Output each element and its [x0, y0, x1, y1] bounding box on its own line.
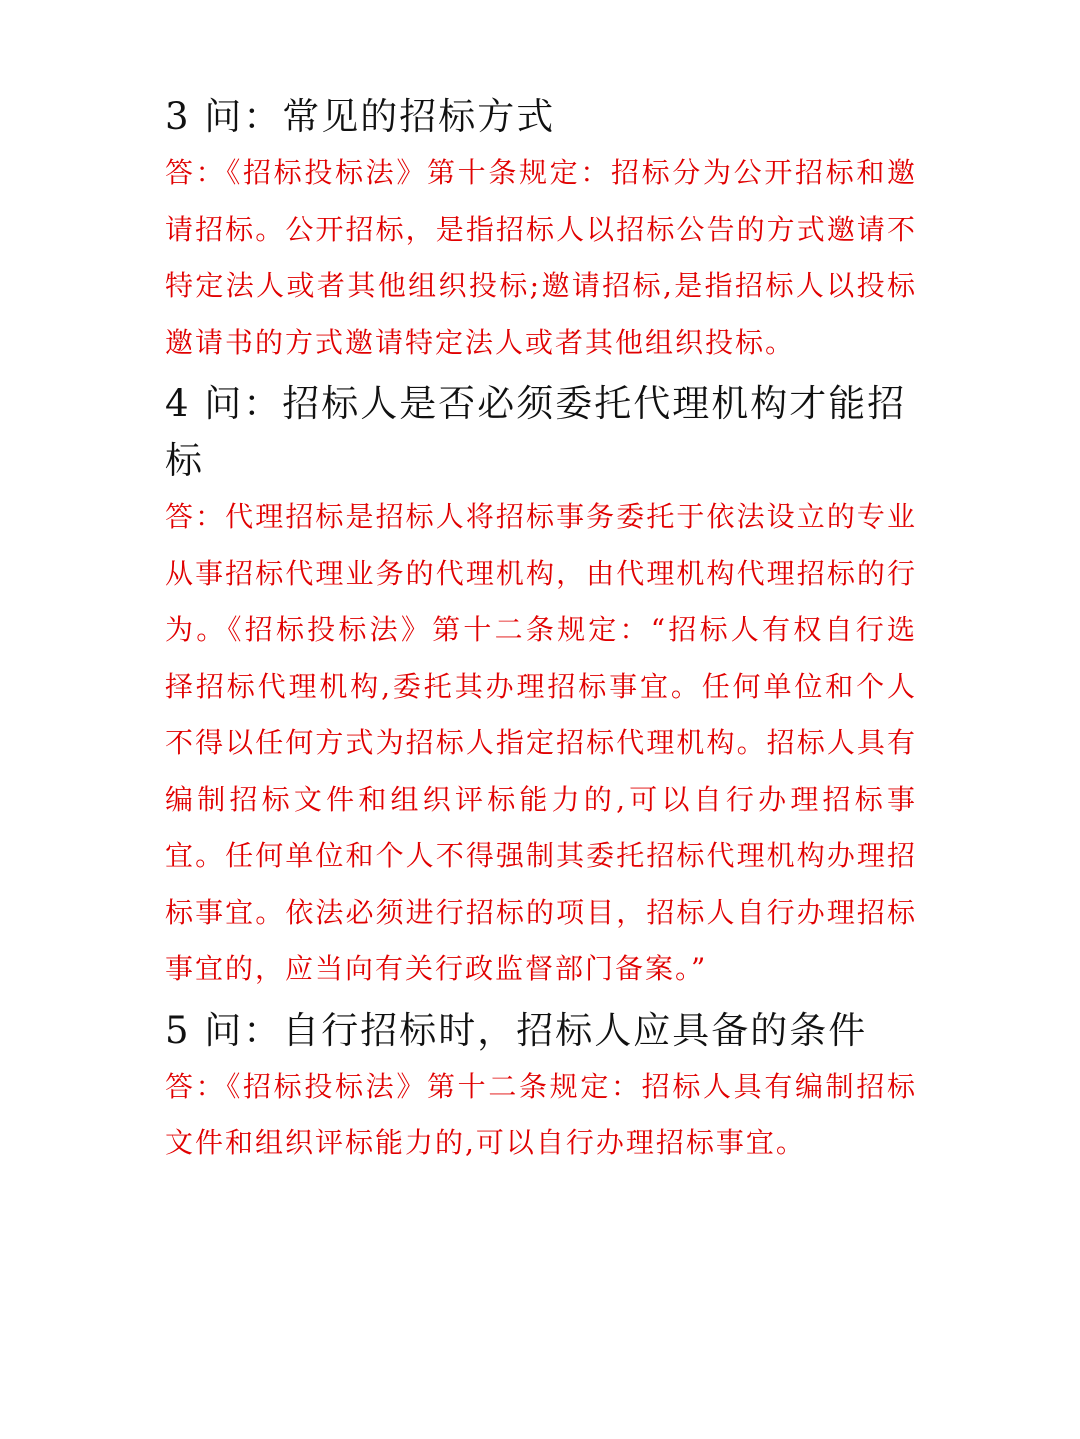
document-page [165, 88, 917, 1176]
question-3: 3 问：常见的招标方式 [165, 95, 556, 138]
answer-4: 答：代理招标是招标人将招标事务委托于依法设立的专业从事招标代理业务的代理机构，由代理机构代理招标的行为。《招标投标法》第十二条规定：“招标人有权自行选择招标代理机构,委托其办理招标事宜。任何单位和个人不得以任何方式为招标人指定招标代理机构。招标人具有编制招标文件和组织评标能力的,可以自行办理招标事宜。任何单位和个人不得强制其委托招标代理机构办理招标事宜。依法必须进行招标的项目，招标人自行办理招标事宜的，应当向有关行政监督部门备案。” [165, 500, 917, 985]
question-5: 5 问：自行招标时，招标人应具备的条件 [165, 1008, 868, 1052]
question-4: 4 问：招标人是否必须委托代理机构才能招标 [165, 382, 907, 482]
qa-block-5 [165, 1002, 917, 1172]
qa-block-3 [165, 88, 917, 371]
answer-5: 答：《招标投标法》第十二条规定：招标人具有编制招标文件和组织评标能力的,可以自行办理招标事宜。 [165, 1069, 917, 1159]
answer-3: 答：《招标投标法》第十条规定：招标分为公开招标和邀请招标。公开招标，是指招标人以招标公告的方式邀请不特定法人或者其他组织投标;邀请招标,是指招标人以投标邀请书的方式邀请特定法人或者其他组织投标。 [165, 156, 917, 359]
qa-block-4 [165, 375, 917, 998]
